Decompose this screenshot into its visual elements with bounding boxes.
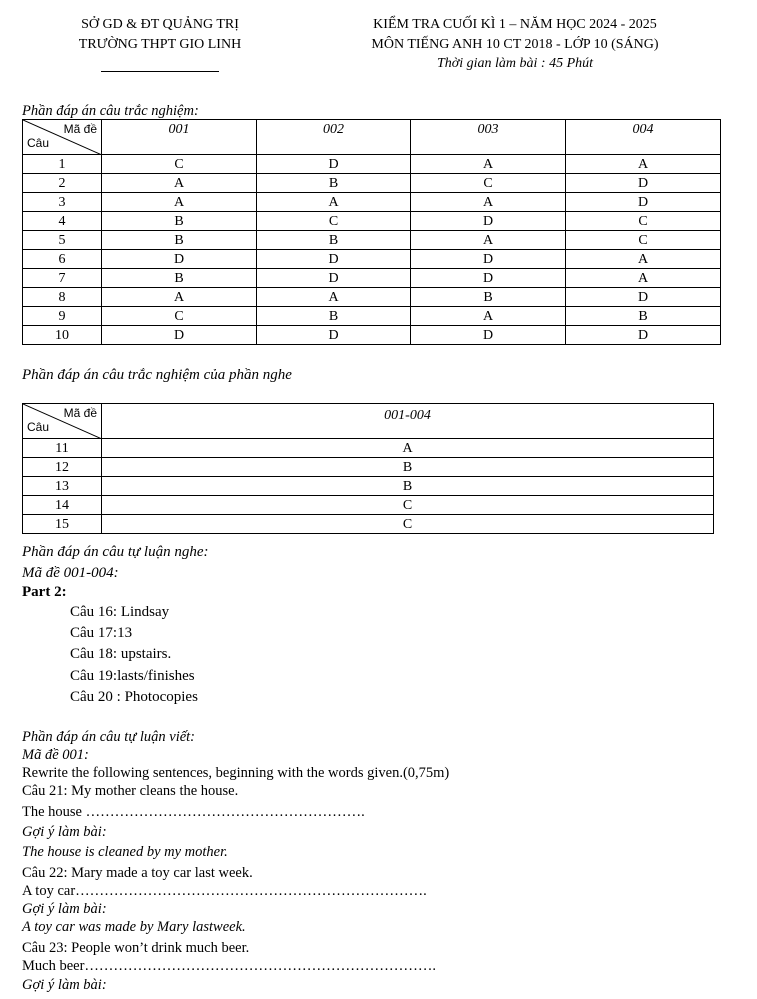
listening-answer-17: Câu 17:13	[70, 625, 133, 641]
exam-subject: MÔN TIẾNG ANH 10 CT 2018 - LỚP 10 (SÁNG)	[371, 37, 659, 52]
answer-cell: C	[102, 155, 257, 174]
code-header: 004	[566, 120, 721, 155]
table-row	[23, 458, 714, 477]
answer-cell: C	[411, 174, 566, 193]
question-number-cell: 14	[23, 496, 102, 515]
answer-cell: D	[566, 193, 721, 212]
answer-cell: B	[566, 307, 721, 326]
answer-cell: B	[102, 269, 257, 288]
answer-cell: D	[257, 250, 411, 269]
corner-label-question: Câu	[27, 136, 50, 150]
answer-cell: B	[102, 458, 714, 477]
question-number-cell: 7	[23, 269, 102, 288]
table-row	[23, 212, 721, 231]
section-title-listening-essay: Phần đáp án câu tự luận nghe:	[22, 544, 209, 560]
table-row	[23, 307, 721, 326]
answer-cell: D	[257, 155, 411, 174]
question-number-cell: 15	[23, 515, 102, 534]
answer-cell: C	[566, 212, 721, 231]
answer-cell: D	[566, 326, 721, 345]
table-row	[23, 326, 721, 345]
answer-cell: B	[102, 212, 257, 231]
answer-cell: C	[102, 496, 714, 515]
listening-answer-20: Câu 20 : Photocopies	[70, 689, 198, 705]
answer-cell: A	[411, 155, 566, 174]
answer-cell: D	[411, 212, 566, 231]
answer-cell: D	[257, 326, 411, 345]
answer-cell: D	[411, 250, 566, 269]
table-row	[23, 193, 721, 212]
question-number-cell: 12	[23, 458, 102, 477]
answer-cell: A	[566, 155, 721, 174]
hint-label: Gợi ý làm bài:	[22, 824, 107, 840]
question-number-cell: 10	[23, 326, 102, 345]
question-number-cell: 3	[23, 193, 102, 212]
mcq-answer-table	[22, 119, 721, 345]
answer-cell: C	[102, 515, 714, 534]
answer-cell: A	[102, 288, 257, 307]
question-23-start: Much beer……………………………………………………………….	[22, 958, 437, 974]
answer-cell: C	[257, 212, 411, 231]
table-row	[23, 477, 714, 496]
table-corner-cell	[23, 120, 102, 155]
table-row	[23, 155, 721, 174]
answer-cell: D	[102, 250, 257, 269]
question-21-start: The house ………………………………………………….	[22, 804, 365, 820]
answer-cell: B	[102, 477, 714, 496]
section-title-mcq: Phần đáp án câu trắc nghiệm:	[22, 103, 199, 119]
answer-cell: A	[566, 250, 721, 269]
question-number-cell: 9	[23, 307, 102, 326]
answer-cell: A	[257, 193, 411, 212]
question-number-cell: 1	[23, 155, 102, 174]
table-row	[23, 250, 721, 269]
table-row	[23, 174, 721, 193]
question-number-cell: 2	[23, 174, 102, 193]
table-row	[23, 231, 721, 250]
listening-answer-18: Câu 18: upstairs.	[70, 646, 172, 662]
question-22: Câu 22: Mary made a toy car last week.	[22, 865, 253, 881]
answer-cell: A	[411, 307, 566, 326]
table-row	[23, 496, 714, 515]
answer-cell: B	[411, 288, 566, 307]
code-header: 002	[257, 120, 411, 155]
corner-label-question: Câu	[27, 420, 50, 434]
answer-cell: A	[566, 269, 721, 288]
answer-cell: D	[411, 326, 566, 345]
writing-code: Mã đề 001:	[22, 747, 89, 763]
writing-instruction: Rewrite the following sentences, beginning with the words given.(0,75m)	[22, 765, 450, 781]
answer-cell: D	[102, 326, 257, 345]
answer-cell: D	[257, 269, 411, 288]
answer-cell: C	[566, 231, 721, 250]
answer-cell: D	[411, 269, 566, 288]
header-underline	[101, 71, 219, 72]
answer-cell: A	[411, 193, 566, 212]
hint-label: Gợi ý làm bài:	[22, 901, 107, 917]
question-22-answer: A toy car was made by Mary lastweek.	[22, 919, 246, 935]
question-number-cell: 5	[23, 231, 102, 250]
question-number-cell: 11	[23, 439, 102, 458]
listening-answer-16: Câu 16: Lindsay	[70, 604, 170, 620]
hint-label: Gợi ý làm bài:	[22, 977, 107, 993]
question-number-cell: 6	[23, 250, 102, 269]
answer-cell: A	[257, 288, 411, 307]
table-row	[23, 515, 714, 534]
code-header: 001-004	[102, 404, 714, 439]
table-row	[23, 288, 721, 307]
listening-answer-19: Câu 19:lasts/finishes	[70, 668, 195, 684]
answer-cell: B	[257, 307, 411, 326]
part-label: Part 2:	[22, 584, 67, 600]
listening-answer-table	[22, 403, 714, 534]
question-23: Câu 23: People won’t drink much beer.	[22, 940, 250, 956]
question-21-answer: The house is cleaned by my mother.	[22, 844, 228, 860]
section-title-listening-mcq: Phần đáp án câu trắc nghiệm của phần nghe	[22, 367, 292, 383]
answer-cell: D	[566, 288, 721, 307]
table-row	[23, 439, 714, 458]
answer-cell: A	[102, 174, 257, 193]
question-number-cell: 8	[23, 288, 102, 307]
listening-essay-code: Mã đề 001-004:	[22, 565, 119, 581]
question-number-cell: 4	[23, 212, 102, 231]
code-header: 003	[411, 120, 566, 155]
answer-cell: A	[102, 439, 714, 458]
exam-title: KIỂM TRA CUỐI KÌ 1 – NĂM HỌC 2024 - 2025	[373, 17, 657, 32]
corner-label-code: Mã đề	[63, 406, 97, 420]
section-title-writing: Phần đáp án câu tự luận viết:	[22, 729, 196, 745]
question-21: Câu 21: My mother cleans the house.	[22, 783, 239, 799]
table-row	[23, 269, 721, 288]
answer-cell: C	[102, 307, 257, 326]
table-corner-cell	[23, 404, 102, 439]
answer-cell: B	[257, 231, 411, 250]
question-22-start: A toy car……………………………………………………………….	[22, 883, 427, 899]
answer-cell: A	[102, 193, 257, 212]
answer-cell: D	[566, 174, 721, 193]
answer-cell: B	[102, 231, 257, 250]
answer-cell: A	[411, 231, 566, 250]
question-number-cell: 13	[23, 477, 102, 496]
corner-label-code: Mã đề	[63, 122, 97, 136]
code-header: 001	[102, 120, 257, 155]
exam-duration: Thời gian làm bài : 45 Phút	[436, 56, 594, 71]
school-department: SỞ GD & ĐT QUẢNG TRỊ	[81, 17, 239, 32]
answer-cell: B	[257, 174, 411, 193]
school-name: TRƯỜNG THPT GIO LINH	[78, 37, 242, 52]
